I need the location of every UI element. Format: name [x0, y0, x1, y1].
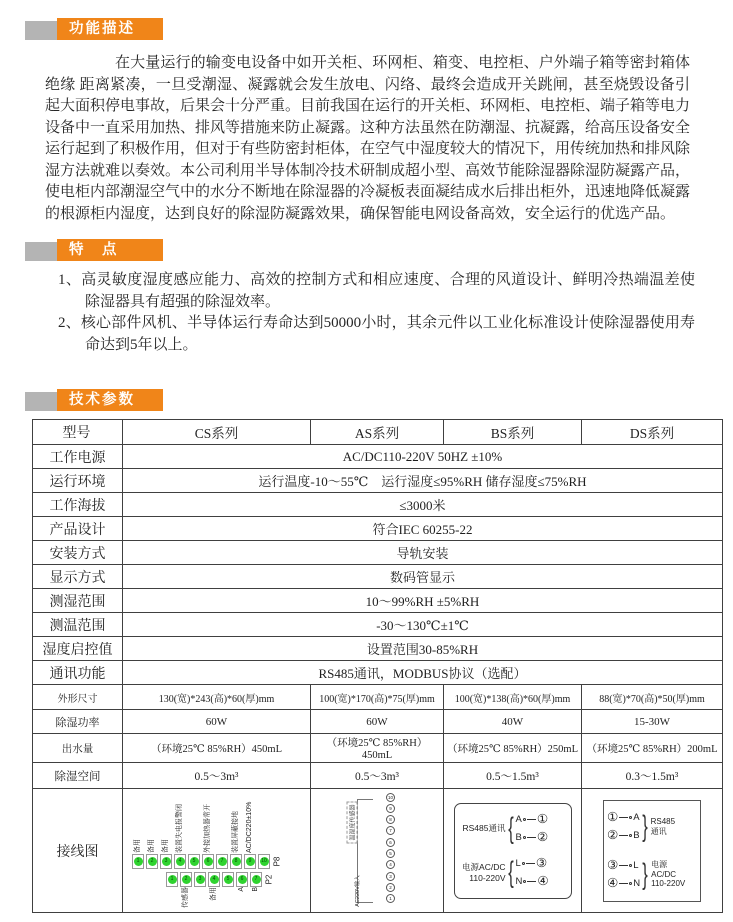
row-label: 产品设计	[33, 517, 123, 541]
cell-cs: （环境25℃ 85%RH）450mL	[123, 734, 311, 763]
row-label: 工作电源	[33, 445, 123, 469]
section-title-features: 特 点	[57, 239, 163, 261]
col-header-bs: BS系列	[444, 420, 582, 445]
pin-circle-icon	[522, 862, 525, 865]
pin-wire-icon	[527, 837, 536, 838]
table-row-water-output	[33, 734, 723, 763]
cell-cs: 130(宽)*243(高)*60(厚)mm	[123, 685, 311, 710]
sensor-label: 温湿度传感器	[347, 801, 358, 843]
row-label: 出水量	[33, 734, 123, 763]
row-value: 运行温度-10～55℃ 运行湿度≤95%RH 储存湿度≤75%RH	[123, 469, 723, 493]
terminal-icon: 1	[386, 894, 395, 903]
table-row	[33, 541, 723, 565]
row-label: 湿度启控值	[33, 637, 123, 661]
wiring-cell-as	[311, 789, 444, 913]
comm-label: RS485通讯	[462, 823, 506, 834]
wiring-box	[454, 803, 572, 899]
pin-wire-icon	[527, 881, 536, 882]
pin-wire-icon	[619, 817, 628, 818]
specs-table	[32, 419, 723, 913]
terminal-icon: 2	[146, 854, 158, 869]
terminal-icon: 8	[386, 815, 395, 824]
row-label: 接线图	[33, 789, 123, 913]
col-header-model: 型号	[33, 420, 123, 445]
terminal-icon: 10	[387, 794, 393, 800]
pin-circle-icon	[523, 836, 526, 839]
cell-ds: （环境25℃ 85%RH）200mL	[582, 734, 723, 763]
terminal-icon: 6	[202, 854, 214, 869]
row-label: 外形尺寸	[33, 685, 123, 710]
wiring-diagram-as	[311, 790, 443, 912]
row-value: 10～99%RH ±5%RH	[123, 589, 723, 613]
terminal-column	[386, 793, 395, 904]
power-group	[460, 857, 566, 888]
feature-item: 2、核心部件风机、半导体运行寿命达到50000小时，其余元件以工业化标准设计使除湿器使用寿命达到5年以上。	[58, 315, 695, 353]
terminal-icon: 5	[386, 849, 395, 858]
terminal-icon: 9	[244, 854, 256, 869]
table-row-dehumidify-space	[33, 763, 723, 789]
row-label: 测湿范围	[33, 589, 123, 613]
pin-circle-icon	[629, 864, 632, 867]
table-row-power	[33, 710, 723, 734]
power-label: AC220V输入	[354, 874, 361, 907]
terminal-icon: 4	[386, 860, 395, 869]
feature-item: 1、高灵敏度湿度感应能力、高效的控制方式和相应速度、合理的风道设计、鲜明冷热端温差使除湿器具有超强的除湿效率。	[58, 272, 695, 310]
table-row	[33, 517, 723, 541]
cell-cs: 0.5～3m³	[123, 763, 311, 789]
row-label: 除湿功率	[33, 710, 123, 734]
pin-wire-icon	[526, 863, 535, 864]
strip-name-p2: P2	[264, 874, 274, 884]
cell-cs: 60W	[123, 710, 311, 734]
row-value: AC/DC110-220V 50HZ ±10%	[123, 445, 723, 469]
row-value: RS485通讯，MODBUS协议（选配）	[123, 661, 723, 685]
pin-l: ③ L	[607, 858, 639, 872]
header-gray-block	[25, 392, 57, 411]
terminal-icon: 7	[216, 854, 228, 869]
terminal-icon: 7	[250, 872, 262, 887]
row-value: 符合IEC 60255-22	[123, 517, 723, 541]
table-row	[33, 565, 723, 589]
header-gray-block	[25, 21, 57, 40]
pin-l: L ③	[515, 856, 548, 870]
table-row-wiring	[33, 789, 723, 913]
row-label: 除湿空间	[33, 763, 123, 789]
cell-bs: 100(宽)*138(高)*60(厚)mm	[444, 685, 582, 710]
row-value: ≤3000米	[123, 493, 723, 517]
cell-as: （环境25℃ 85%RH）450mL	[311, 734, 444, 763]
terminal-strip-p2: 1 2 传感器 3 4 备用 5 6 A 7 B P2	[165, 872, 282, 913]
table-row	[33, 637, 723, 661]
terminal-icon: 3	[160, 854, 172, 869]
terminal-icon: 10	[258, 854, 270, 869]
row-value: -30～130℃±1℃	[123, 613, 723, 637]
section-title-specs: 技术参数	[57, 389, 163, 411]
brace-glyph: {	[507, 811, 514, 845]
power-label: 电源 AC/DC 110-220V	[651, 860, 686, 889]
terminal-icon: 2	[386, 883, 395, 892]
pin-a: A ①	[515, 812, 549, 826]
cell-as: 0.5～3m³	[311, 763, 444, 789]
features-list	[58, 270, 695, 356]
terminal-icon: 9	[386, 804, 395, 813]
terminal-icon: 5	[188, 854, 200, 869]
pin-n: N ④	[515, 874, 549, 888]
terminal-icon: 5	[222, 872, 234, 887]
terminal-icon: 6	[386, 838, 395, 847]
wiring-diagram-bs	[444, 790, 581, 912]
table-row	[33, 469, 723, 493]
brace-glyph: {	[507, 855, 514, 889]
function-description-paragraph: 在大量运行的输变电设备中如开关柜、环网柜、箱变、电控柜、户外端子箱等密封箱体绝缘 距离紧凑，一旦受潮湿、凝露就会发生放电、闪络、最终会造成开关跳闸，甚至烧毁设备引起大面积停电事故，后果会十分严重。目前我国在运行的开关柜、环网柜、电控柜、端子箱等电力设备中一直采用加热、排风等措施来防止凝露。这种方法虽然在防潮湿、抗凝露，给高压设备安全运行起到了积极作用，但对于有些防密封柜体，在空气中湿度较大的情况下，用传统加热和排风除湿方法就难以奏效。本公司利用半导体制冷技术研制成超小型、高效节能除湿器除湿防凝露产品，使电柜内部潮湿空气中的水分不断地在除湿器的冷凝板表面凝结成水后排出柜外，迅速地降低凝露的根源柜内湿度，达到良好的除湿防凝露效果，确保智能电网设备高效，安全运行的优选产品。	[45, 55, 691, 222]
power-group	[607, 859, 697, 890]
cell-bs: 40W	[444, 710, 582, 734]
pin-circle-icon	[629, 882, 632, 885]
col-header-ds: DS系列	[582, 420, 723, 445]
table-row	[33, 493, 723, 517]
wiring-diagram-cs	[123, 790, 310, 912]
terminal-icon: 4	[174, 854, 186, 869]
cell-ds: 88(宽)*70(高)*50(厚)mm	[582, 685, 723, 710]
wiring-cell-bs	[444, 789, 582, 913]
terminal-icon: 3	[194, 872, 206, 887]
row-value: 设置范围30-85%RH	[123, 637, 723, 661]
comm-label: RS485 通讯	[650, 816, 676, 836]
row-label: 显示方式	[33, 565, 123, 589]
strip-name-p8: P8	[272, 856, 282, 866]
cell-ds: 15-30W	[582, 710, 723, 734]
terminal-icon: 7	[386, 826, 395, 835]
section-title-function: 功能描述	[57, 18, 163, 40]
pin-n: ④ N	[607, 876, 641, 890]
terminal-icon: 1	[132, 854, 144, 869]
rs485-group	[607, 811, 697, 842]
row-label: 测温范围	[33, 613, 123, 637]
terminal-strip-p8: 备用 1 备用 2 备用 3 装置失电报警闭 4 5 外接加热器常开 6 7 装置屏蔽接地 8 AC/DC220±10% 9 10 P8	[131, 792, 282, 869]
datasheet-page	[0, 17, 733, 922]
wiring-diagram-ds	[582, 790, 722, 912]
power-label: 电源AC/DC 110-220V	[462, 862, 506, 883]
terminal-icon: 3	[386, 872, 395, 881]
row-label: 通讯功能	[33, 661, 123, 685]
pin-wire-icon	[619, 883, 628, 884]
row-value: 导轨安装	[123, 541, 723, 565]
cell-as: 100(宽)*170(高)*75(厚)mm	[311, 685, 444, 710]
rs485-group	[460, 813, 566, 844]
terminal-icon: 2	[180, 872, 192, 887]
section-header-function	[25, 17, 733, 40]
pin-wire-icon	[619, 865, 628, 866]
table-row	[33, 589, 723, 613]
header-gray-block	[25, 242, 57, 261]
table-row-dimensions	[33, 685, 723, 710]
pin-circle-icon	[523, 880, 526, 883]
wiring-cell-cs	[123, 789, 311, 913]
section-header-features	[25, 238, 733, 261]
row-value: 数码管显示	[123, 565, 723, 589]
wiring-box	[603, 800, 701, 902]
terminal-icon: 1	[166, 872, 178, 887]
pin-circle-icon	[523, 818, 526, 821]
section-header-specs	[25, 388, 733, 411]
table-header-row	[33, 420, 723, 445]
row-label: 安装方式	[33, 541, 123, 565]
cell-ds: 0.3～1.5m³	[582, 763, 723, 789]
wiring-cell-ds	[582, 789, 723, 913]
row-label: 工作海拔	[33, 493, 123, 517]
pin-a: ① A	[607, 810, 640, 824]
pin-circle-icon	[629, 834, 632, 837]
col-header-as: AS系列	[311, 420, 444, 445]
terminal-icon: 8	[230, 854, 242, 869]
table-row	[33, 445, 723, 469]
cell-as: 60W	[311, 710, 444, 734]
cell-bs: 0.5～1.5m³	[444, 763, 582, 789]
brace-glyph: }	[641, 809, 648, 843]
table-row	[33, 661, 723, 685]
cell-bs: （环境25℃ 85%RH）250mL	[444, 734, 582, 763]
terminal-icon: 6	[236, 872, 248, 887]
pin-b: B ②	[515, 830, 549, 844]
brace-glyph: }	[642, 857, 648, 891]
pin-circle-icon	[629, 816, 632, 819]
terminal-icon: 4	[208, 872, 220, 887]
pin-wire-icon	[527, 819, 536, 820]
col-header-cs: CS系列	[123, 420, 311, 445]
pin-wire-icon	[619, 835, 628, 836]
table-row	[33, 613, 723, 637]
pin-b: ② B	[607, 828, 640, 842]
row-label: 运行环境	[33, 469, 123, 493]
